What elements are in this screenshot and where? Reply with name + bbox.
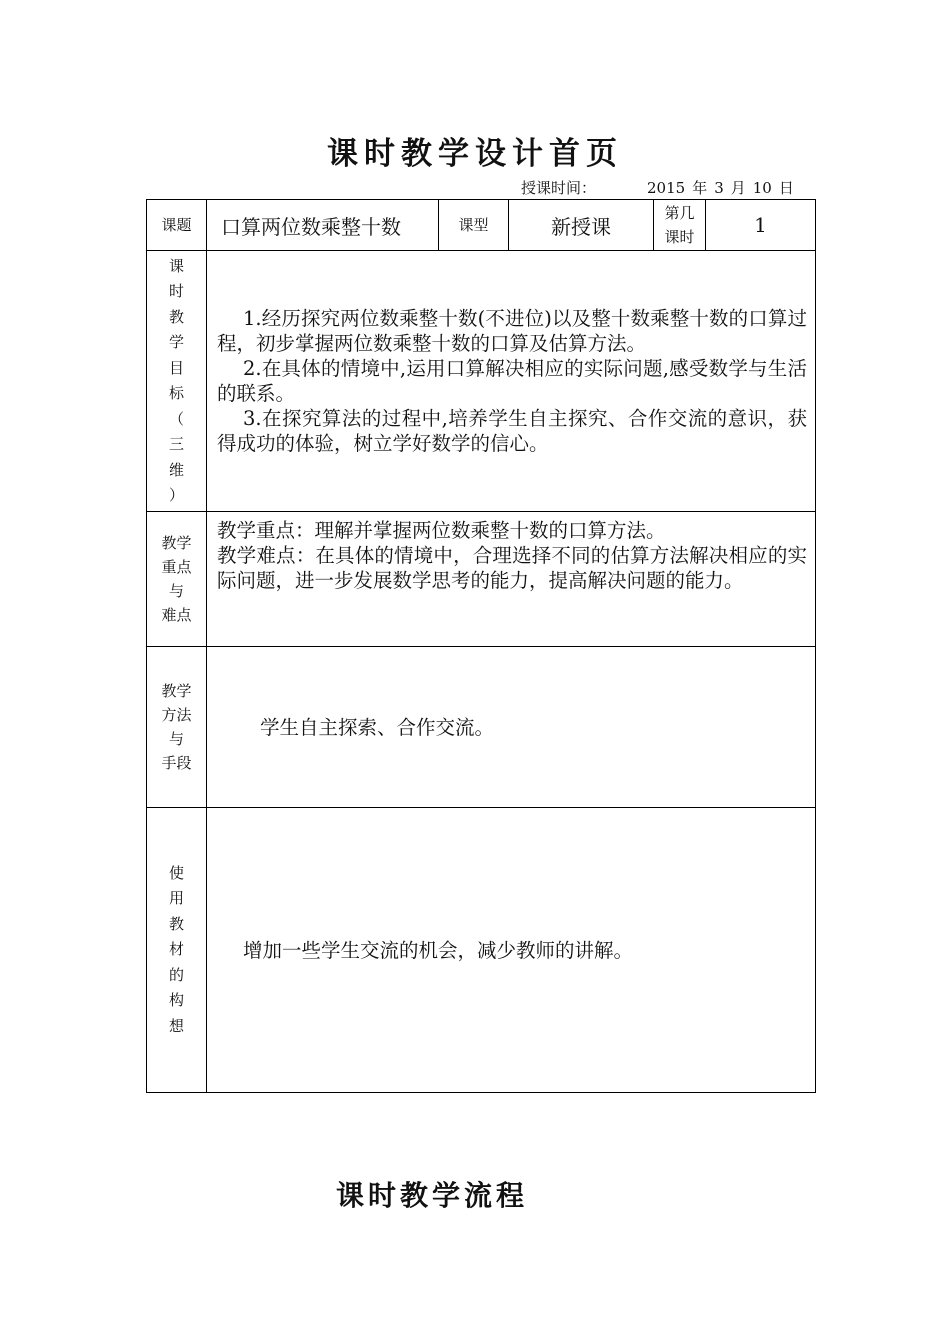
objectives-label — [147, 251, 207, 512]
textbook-idea-label-char: 构 — [168, 991, 184, 1010]
period-value: 1 — [706, 200, 816, 251]
methods-label-line: 教学 — [161, 682, 192, 700]
objectives-label-char: 三 — [168, 435, 184, 453]
objectives-label-char: 课 — [168, 256, 184, 275]
methods-label-line: 手段 — [161, 754, 192, 772]
methods-label-line: 方法 — [161, 706, 192, 724]
objectives-label-char: 标 — [168, 384, 184, 402]
objectives-label-char: 维 — [168, 460, 184, 479]
date-month: 3 — [714, 179, 724, 197]
date-month-unit: 月 — [730, 179, 746, 197]
objectives-label-char: ） — [168, 486, 184, 504]
objectives-content — [207, 251, 816, 512]
key-points-label — [147, 512, 207, 647]
objectives-label-char: 学 — [168, 333, 184, 351]
key-points-label-line: 教学 — [161, 534, 192, 552]
textbook-idea-label-char: 的 — [168, 965, 184, 984]
methods-row — [147, 647, 816, 808]
period-label-line-1: 第几 — [664, 204, 695, 222]
lesson-date — [521, 177, 801, 198]
key-points-label-line: 难点 — [161, 606, 192, 624]
date-year: 2015 — [647, 179, 686, 197]
section-title: 课时教学流程 — [336, 1179, 529, 1212]
key-points-content — [207, 512, 816, 647]
type-value: 新授课 — [509, 200, 654, 251]
date-year-unit: 年 — [692, 179, 708, 197]
objectives-row — [147, 251, 816, 512]
objective-item: 1.经历探究两位数乘整十数(不进位)以及整十数乘整十数的口算过程，初步掌握两位数乘整十数的口算及估算方法。 — [217, 307, 807, 355]
textbook-idea-row — [147, 808, 816, 1093]
date-day-unit: 日 — [778, 179, 794, 197]
type-label: 课型 — [439, 200, 509, 251]
period-label — [654, 200, 706, 251]
textbook-idea-label-char: 用 — [168, 889, 184, 908]
textbook-idea-label-char: 教 — [168, 914, 184, 933]
key-points-label-line: 与 — [168, 582, 184, 600]
key-points-label-line: 重点 — [161, 558, 192, 576]
teaching-focus: 教学重点：理解并掌握两位数乘整十数的口算方法。 — [217, 519, 666, 542]
date-label: 授课时间： — [521, 179, 597, 197]
lesson-design-table — [146, 199, 816, 1093]
textbook-idea-label — [147, 808, 207, 1093]
textbook-idea-content: 增加一些学生交流的机会，减少教师的讲解。 — [207, 808, 816, 1093]
objectives-label-char: （ — [168, 409, 184, 428]
methods-content: 学生自主探索、合作交流。 — [207, 647, 816, 808]
page-title: 课时教学设计首页 — [327, 136, 623, 172]
textbook-idea-label-char: 想 — [168, 1016, 184, 1035]
header-row — [147, 200, 816, 251]
topic-label: 课题 — [147, 200, 207, 251]
objective-item: 3.在探究算法的过程中,培养学生自主探究、合作交流的意识，获得成功的体验，树立学好数学的信心。 — [217, 407, 807, 455]
key-points-row — [147, 512, 816, 647]
objectives-label-char: 教 — [168, 307, 184, 326]
methods-label — [147, 647, 207, 808]
teaching-difficulty: 教学难点：在具体的情境中，合理选择不同的估算方法解决相应的实际问题，进一步发展数学思考的能力，提高解决问题的能力。 — [217, 544, 807, 592]
objectives-label-char: 时 — [168, 282, 184, 300]
objective-item: 2.在具体的情境中,运用口算解决相应的实际问题,感受数学与生活的联系。 — [217, 357, 807, 405]
methods-label-line: 与 — [168, 730, 184, 748]
period-label-line-2: 课时 — [664, 228, 695, 246]
textbook-idea-label-char: 使 — [168, 863, 184, 882]
textbook-idea-label-char: 材 — [168, 940, 184, 959]
objectives-label-char: 目 — [168, 358, 184, 377]
date-day: 10 — [752, 179, 772, 197]
topic-value: 口算两位数乘整十数 — [207, 200, 439, 251]
